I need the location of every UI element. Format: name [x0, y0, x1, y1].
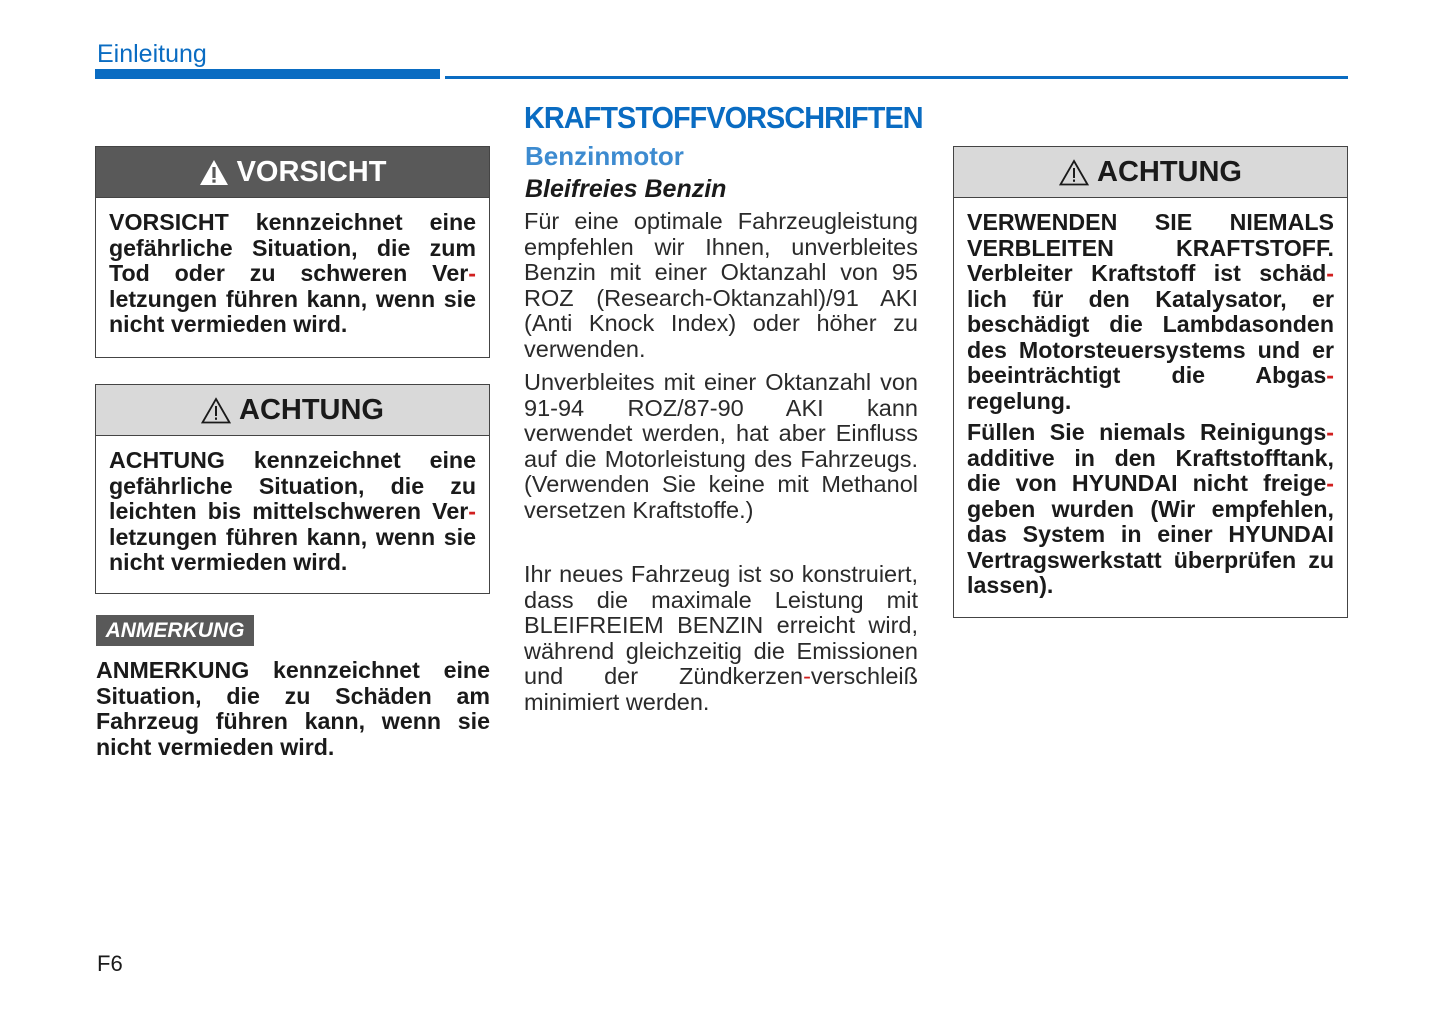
vorsicht-title: VORSICHT — [236, 155, 387, 188]
paragraph-3: Ihr neues Fahrzeug ist so konstruiert, dass die maximale Leistung mit BLEIFREIEM BENZIN erreicht wird, während gleichzeitig die Emissionen und der Zündkerzen-verschleiß minimiert werden. — [524, 561, 918, 715]
vorsicht-box — [95, 146, 490, 358]
achtung-text-right-2: Füllen Sie niemals Reinigungs-additive in den Kraftstofftank, die von HYUNDAI nicht freige-geben wurden (Wir empfehlen, das System in einer HYUNDAI Vertragswerkstatt überprüfen zu lassen). — [967, 419, 1334, 598]
subheading: Benzinmotor — [525, 141, 684, 171]
page-heading: KRAFTSTOFFVORSCHRIFTEN — [524, 100, 923, 135]
section-title: Einleitung — [97, 40, 207, 68]
paragraph-2-block — [524, 370, 918, 523]
header-rule-thick — [95, 69, 440, 79]
achtung-box-left — [95, 384, 490, 594]
note-text-block — [96, 658, 490, 760]
page-number: F6 — [97, 951, 123, 976]
warning-filled-icon — [199, 159, 229, 186]
note-label: ANMERKUNG — [96, 615, 254, 646]
vorsicht-header — [96, 147, 489, 198]
paragraph-1: Für eine optimale Fahrzeugleistung empfehlen wir Ihnen, unverbleites Benzin mit einer Oktanzahl von 95 ROZ (Research-Oktanzahl)/91 AKI (Anti Knock Index) oder höher zu verwenden. — [524, 208, 918, 362]
paragraph-3-block — [524, 562, 918, 715]
warning-outline-icon — [1059, 159, 1089, 186]
achtung-box-right — [953, 146, 1348, 618]
paragraph-1-block — [524, 209, 918, 362]
note-text: ANMERKUNG kennzeichnet eine Situation, die zu Schäden am Fahrzeug führen kann, wenn sie nicht vermieden wird. — [96, 657, 490, 760]
achtung-header-right — [954, 147, 1347, 198]
achtung-text-right-1: VERWENDEN SIE NIEMALS VERBLEITEN KRAFTSTOFF. Verbleiter Kraftstoff ist schäd-lich für den Katalysator, er beschädigt die Lambdasonden des Motorsteuersystems und er beeinträchtigt die Abgas-regelung. — [967, 209, 1334, 414]
achtung-header-left — [96, 385, 489, 436]
header-rule-thin — [445, 76, 1348, 79]
achtung-title-left: ACHTUNG — [239, 393, 384, 426]
subsubheading: Bleifreies Benzin — [525, 175, 727, 203]
achtung-text-left: ACHTUNG kennzeichnet eine gefährliche Situation, die zu leichten bis mittelschweren Ver-letzungen führen kann, wenn sie nicht vermieden wird. — [109, 447, 476, 575]
paragraph-2: Unverbleites mit einer Oktanzahl von 91-94 ROZ/87-90 AKI kann verwendet werden, hat aber Einfluss auf die Motorleistung des Fahrzeugs. (Verwenden Sie keine mit Methanol versetzen Kraftstoffe.) — [524, 369, 918, 523]
vorsicht-text: VORSICHT kennzeichnet eine gefährliche Situation, die zum Tod oder zu schweren Ver-letzungen führen kann, wenn sie nicht vermieden wird. — [109, 209, 476, 337]
achtung-title-right: ACHTUNG — [1097, 155, 1242, 188]
warning-outline-icon — [201, 397, 231, 424]
